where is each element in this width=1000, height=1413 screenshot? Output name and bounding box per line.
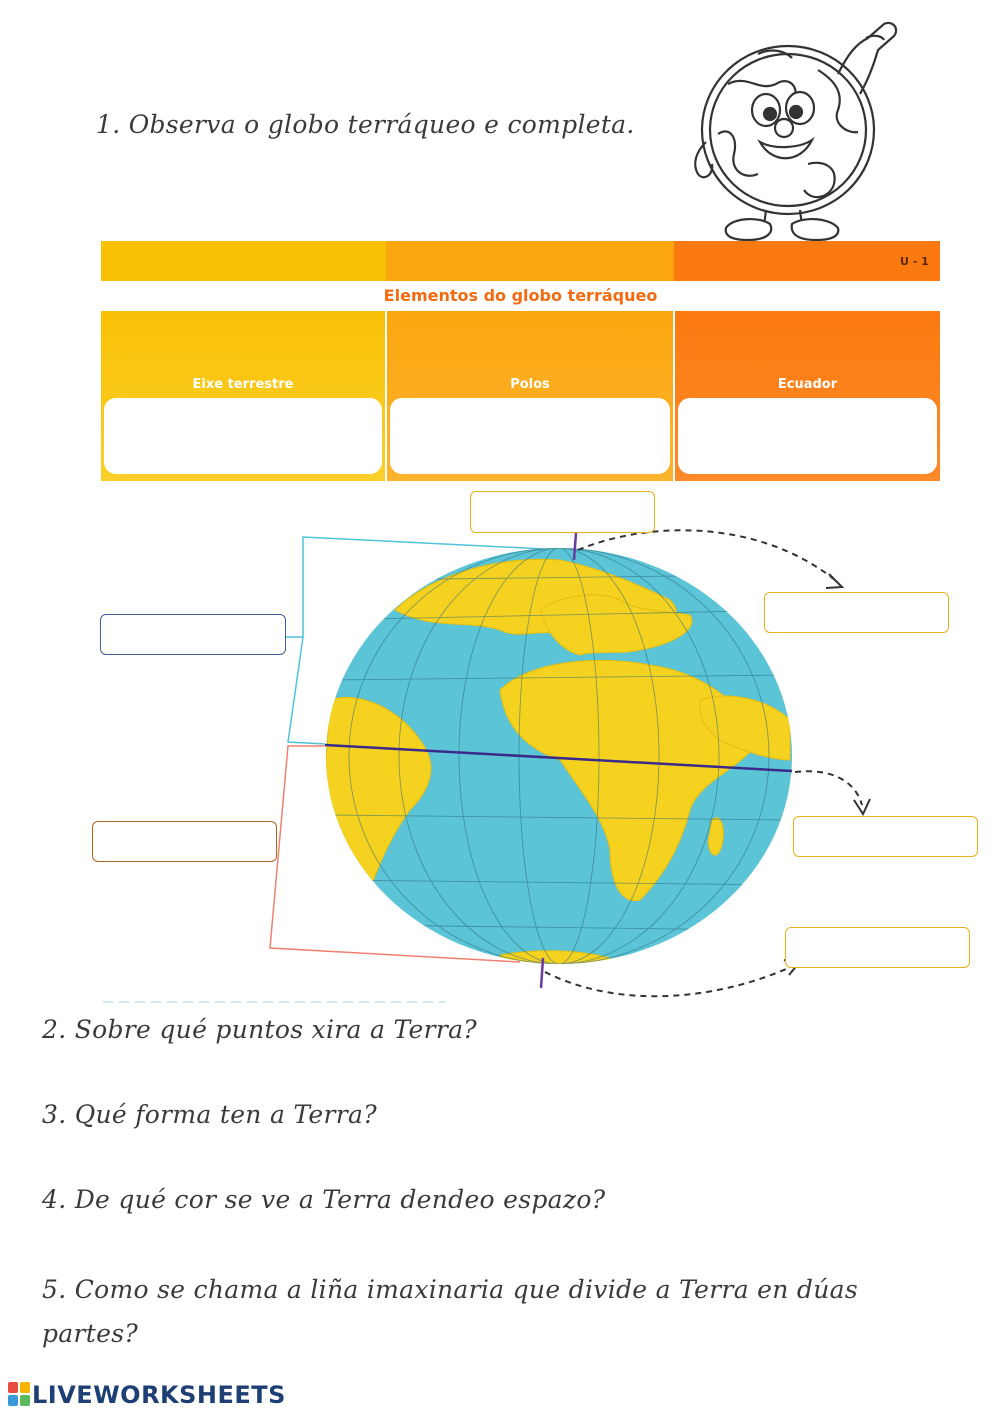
arrow-equator: [795, 771, 862, 805]
column-label-polos: Polos: [510, 377, 550, 392]
answer-box-equator[interactable]: [793, 816, 978, 857]
question-3: 3. Qué forma ten a Terra?: [42, 1100, 377, 1129]
answer-box-south-hemisphere[interactable]: [92, 821, 277, 862]
arrow-south-pole: [545, 965, 795, 996]
liveworksheets-logo-icon: [8, 1382, 30, 1406]
banner-title: Elementos do globo terráqueo: [383, 286, 658, 305]
column-label-ecuador: Ecuador: [777, 377, 838, 392]
answer-box-north-pole[interactable]: [764, 592, 949, 633]
column-label-eixe: Eixe terrestre: [192, 377, 294, 392]
answer-box-north-hemisphere[interactable]: [100, 614, 286, 655]
logo-text: LIVEWORKSHEETS: [32, 1381, 286, 1409]
question-4: 4. De qué cor se ve a Terra dendeo espazo?: [42, 1185, 606, 1214]
question-5: 5. Como se chama a liña imaxinaria que divide a Terra en dúas partes?: [42, 1275, 858, 1348]
unit-label: U - 1: [900, 255, 929, 268]
liveworksheets-logo[interactable]: [8, 1381, 286, 1409]
question-2: 2. Sobre qué puntos xira a Terra?: [42, 1015, 477, 1044]
answer-box-eixe-label[interactable]: [470, 491, 655, 533]
answer-box-south-pole[interactable]: [785, 927, 970, 968]
question-1: 1. Observa o globo terráqueo e completa.: [96, 110, 635, 139]
